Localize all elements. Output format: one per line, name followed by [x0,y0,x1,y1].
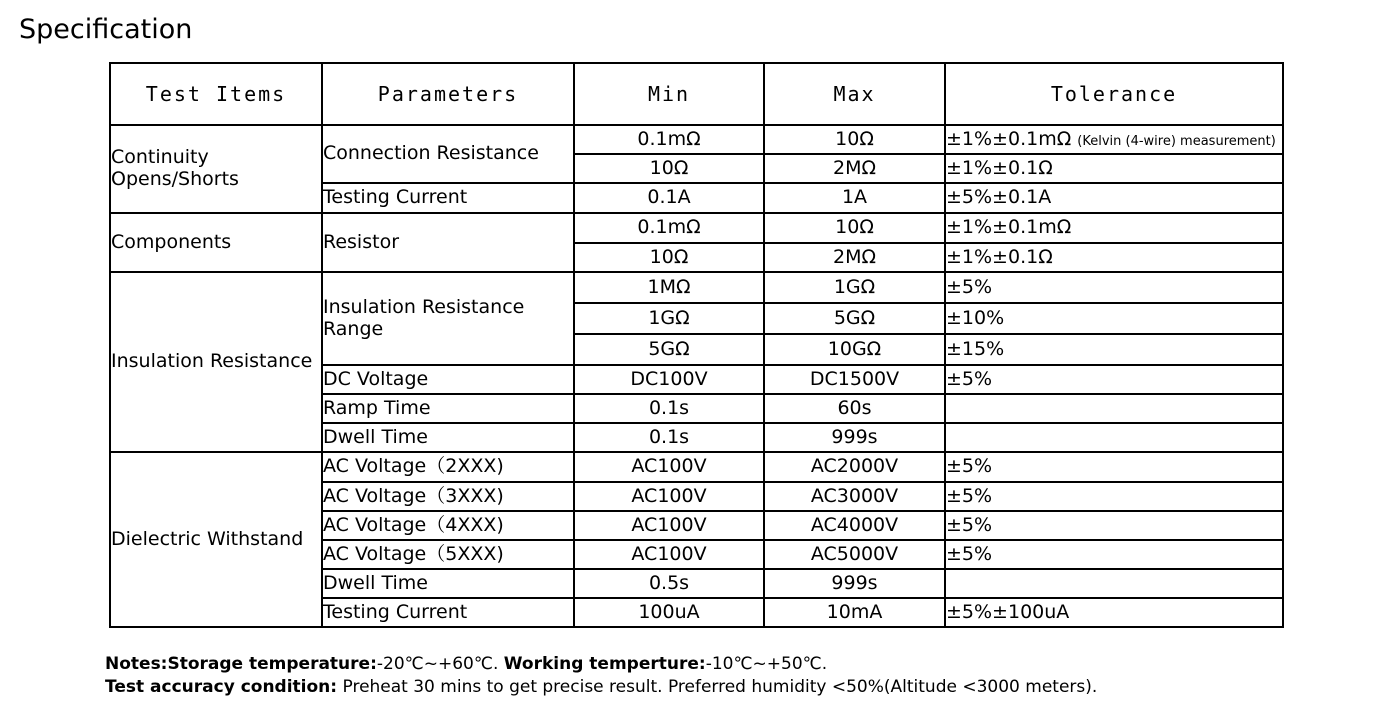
tolerance-value: ±5%±0.1A [946,186,1052,209]
tolerance-value: ±5%±100uA [946,600,1070,623]
test-item-cell: Components [110,213,322,272]
tolerance-cell [945,125,1283,154]
min-cell: 0.5s [574,569,764,598]
storage-temperature-label: Notes:Storage temperature: [105,654,377,674]
tolerance-value: ±1%±0.1mΩ [946,127,1072,150]
header-max: Max [764,63,945,125]
min-cell: 0.1mΩ [574,125,764,154]
tolerance-cell [945,482,1283,511]
min-cell: 1MΩ [574,272,764,303]
max-cell: 999s [764,569,945,598]
parameter-cell: Connection Resistance [322,125,574,183]
test-item-cell: Dielectric Withstand [110,452,322,627]
tolerance-cell [945,154,1283,183]
test-item-cell: Insulation Resistance [110,272,322,452]
table-header-row [110,63,1283,125]
max-cell: 10Ω [764,125,945,154]
tolerance-cell [945,423,1283,452]
working-temperature-label: Working temperture: [503,654,706,674]
tolerance-cell [945,452,1283,482]
tolerance-cell [945,598,1283,627]
min-cell: AC100V [574,482,764,511]
table-body [110,125,1283,627]
notes-line-1 [105,653,1097,676]
header-min: Min [574,63,764,125]
storage-temperature-value: -20℃~+60℃. [376,654,504,674]
min-cell: AC100V [574,540,764,569]
tolerance-value: ±1%±0.1mΩ [946,216,1072,239]
table-row [110,125,1283,154]
tolerance-value: ±5% [946,484,993,507]
tolerance-cell [945,183,1283,213]
max-cell: AC2000V [764,452,945,482]
tolerance-cell [945,365,1283,394]
tolerance-cell [945,511,1283,540]
max-cell: 999s [764,423,945,452]
min-cell: 10Ω [574,243,764,272]
max-cell: 2MΩ [764,243,945,272]
table-row [110,272,1283,303]
tolerance-value: ±5% [946,455,993,478]
max-cell: 10mA [764,598,945,627]
min-cell: 1GΩ [574,303,764,334]
working-temperature-value: -10℃~+50℃. [705,654,828,674]
tolerance-value: ±5% [946,542,993,565]
parameter-cell: Insulation Resistance Range [322,272,574,365]
min-cell: 0.1s [574,394,764,423]
header-parameters: Parameters [322,63,574,125]
header-tolerance: Tolerance [945,63,1283,125]
parameter-cell: Dwell Time [322,423,574,452]
min-cell: DC100V [574,365,764,394]
max-cell: 5GΩ [764,303,945,334]
max-cell: 10Ω [764,213,945,243]
tolerance-value: ±5% [946,513,993,536]
tolerance-value: ±1%±0.1Ω [946,245,1053,268]
min-cell: 5GΩ [574,334,764,365]
tolerance-value: ±15% [946,337,1005,360]
tolerance-cell [945,272,1283,303]
tolerance-cell [945,394,1283,423]
max-cell: 1A [764,183,945,213]
parameter-cell: Testing Current [322,598,574,627]
max-cell: 1GΩ [764,272,945,303]
tolerance-value: ±1%±0.1Ω [946,156,1053,179]
page-title: Specification [19,14,193,45]
tolerance-cell [945,303,1283,334]
max-cell: AC3000V [764,482,945,511]
table-row [110,213,1283,243]
parameter-cell: AC Voltage（3XXX) [322,482,574,511]
header-test-items: Test Items [110,63,322,125]
min-cell: 10Ω [574,154,764,183]
specification-table [109,62,1284,628]
min-cell: AC100V [574,511,764,540]
notes [105,653,1097,699]
max-cell: 2MΩ [764,154,945,183]
max-cell: 10GΩ [764,334,945,365]
max-cell: 60s [764,394,945,423]
parameter-cell: Resistor [322,213,574,272]
tolerance-cell [945,540,1283,569]
table-row [110,452,1283,482]
parameter-cell: DC Voltage [322,365,574,394]
tolerance-cell [945,243,1283,272]
accuracy-condition-value: Preheat 30 mins to get precise result. Preferred humidity <50%(Altitude <3000 meters). [337,677,1098,697]
parameter-cell: AC Voltage（2XXX) [322,452,574,482]
min-cell: 100uA [574,598,764,627]
parameter-cell: Ramp Time [322,394,574,423]
parameter-cell: Dwell Time [322,569,574,598]
notes-line-2 [105,676,1097,699]
min-cell: 0.1s [574,423,764,452]
parameter-cell: AC Voltage（4XXX) [322,511,574,540]
min-cell: AC100V [574,452,764,482]
tolerance-value: ±5% [946,367,993,390]
tolerance-cell [945,569,1283,598]
max-cell: AC4000V [764,511,945,540]
min-cell: 0.1A [574,183,764,213]
tolerance-value: ±5% [946,275,993,298]
max-cell: DC1500V [764,365,945,394]
parameter-cell: AC Voltage（5XXX) [322,540,574,569]
tolerance-cell [945,213,1283,243]
tolerance-note: (Kelvin (4-wire) measurement) [1077,133,1276,149]
min-cell: 0.1mΩ [574,213,764,243]
accuracy-condition-label: Test accuracy condition: [105,677,338,697]
test-item-cell: Continuity Opens/Shorts [110,125,322,213]
tolerance-value: ±10% [946,306,1005,329]
tolerance-cell [945,334,1283,365]
parameter-cell: Testing Current [322,183,574,213]
max-cell: AC5000V [764,540,945,569]
